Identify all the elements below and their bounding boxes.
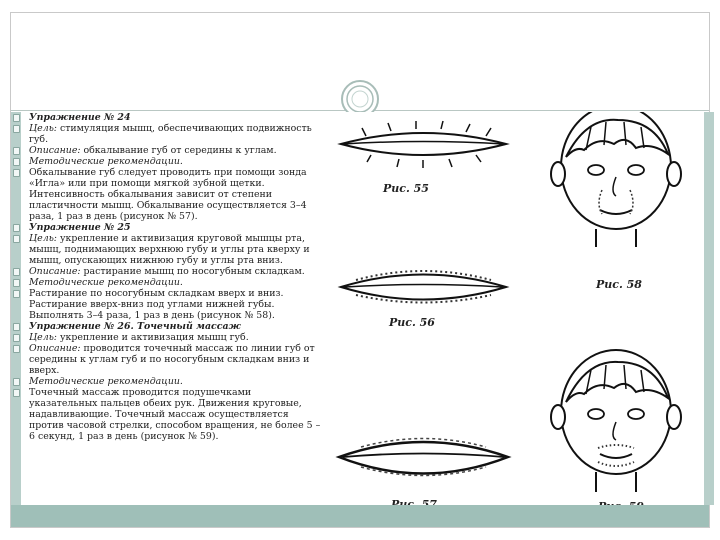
bullet-item [11, 123, 321, 145]
bullet-item [11, 387, 321, 442]
bullet-text: проводится точечный массаж по линии губ от середины к углам губ и по носогубным складкам вниз и вверх. [29, 343, 315, 376]
bullet-text: Упражнение № 24 [29, 112, 131, 123]
bullet-text: Цель: [29, 123, 60, 134]
faces-figures-panel [536, 112, 704, 517]
bullet-item [11, 233, 321, 266]
bullet-text: Описание: [29, 343, 84, 354]
bullet-text: растирание мышц по носогубным складкам. [83, 266, 305, 277]
caption-fig-56: Рис. 56 [389, 316, 435, 329]
lips-illustrations [321, 112, 526, 517]
bullet-text: укрепление и активизация мышц губ. [59, 332, 249, 343]
bullet-text: Цель: [29, 233, 60, 244]
caption-fig-58: Рис. 58 [596, 278, 642, 291]
bullet-text: Методические рекомендации. [29, 376, 183, 387]
bullet-text: укрепление и активизация круговой мышцы рта, мышц, поднимающих верхнюю губу и углы рта кверху и мышц, опускающих нижнюю губу и углы рта вниз. [29, 233, 310, 266]
face-figure-58 [551, 112, 681, 247]
bullet-text: обкалывание губ от середины к углам. [83, 145, 277, 156]
bullet-text: Точечный массаж проводится подушечками указательных пальцев обеих рук. Движения круговые, надавливающие. Точечный массаж осуществляется против часовой стрелки, способом вращения, не более 5 –6 секунд, 1 раз в день (рисунок № 59). [29, 387, 321, 442]
bullet-item [11, 266, 321, 277]
bullet-text: Обкалывание губ следует проводить при помощи зонда «Игла» или при помощи мягкой зубной щетки. Интенсивность обкалывания зависит от степени пластичности мышц. Обкалывание осуществляется 3–4 раза, 1 раз в день (рисунок № 57). [29, 167, 307, 222]
bullet-text: Упражнение № 25 [29, 222, 131, 233]
bullet-text: Описание: [29, 266, 84, 277]
bullet-text: Методические рекомендации. [29, 156, 183, 167]
text-column [11, 112, 321, 517]
bullet-item [11, 288, 321, 321]
bullet-item [11, 343, 321, 376]
bullet-text: Описание: [29, 145, 84, 156]
bullet-text: Растирание по носогубным складкам вверх и вниз. Растирание вверх-вниз под углами нижней губы. Выполнять 3–4 раза, 1 раз в день (рисунок № 58). [29, 288, 284, 321]
face-illustrations [536, 112, 704, 517]
caption-fig-55: Рис. 55 [383, 182, 429, 195]
bullet-list [11, 112, 321, 442]
bullet-item [11, 145, 321, 156]
lips-figures-panel [321, 112, 526, 517]
lips-figure-57 [339, 439, 508, 476]
right-accent-strip [704, 112, 714, 505]
bullet-item [11, 156, 321, 167]
footer-accent-band [11, 505, 709, 527]
bullet-item [11, 222, 321, 233]
face-figure-59 [551, 350, 681, 492]
bullet-item [11, 376, 321, 387]
bullet-item [11, 112, 321, 123]
bullet-item [11, 167, 321, 222]
bullet-text: стимуляция мышц, обеспечивающих подвижность губ. [29, 123, 312, 145]
bullet-text: Упражнение № 26. Точечный массаж [29, 321, 241, 332]
lips-figure-55 [341, 121, 506, 168]
bullet-item [11, 332, 321, 343]
lips-figure-56 [341, 271, 506, 303]
bullet-item [11, 277, 321, 288]
bullet-text: Цель: [29, 332, 60, 343]
bullet-item [11, 321, 321, 332]
bullet-text: Методические рекомендации. [29, 277, 183, 288]
